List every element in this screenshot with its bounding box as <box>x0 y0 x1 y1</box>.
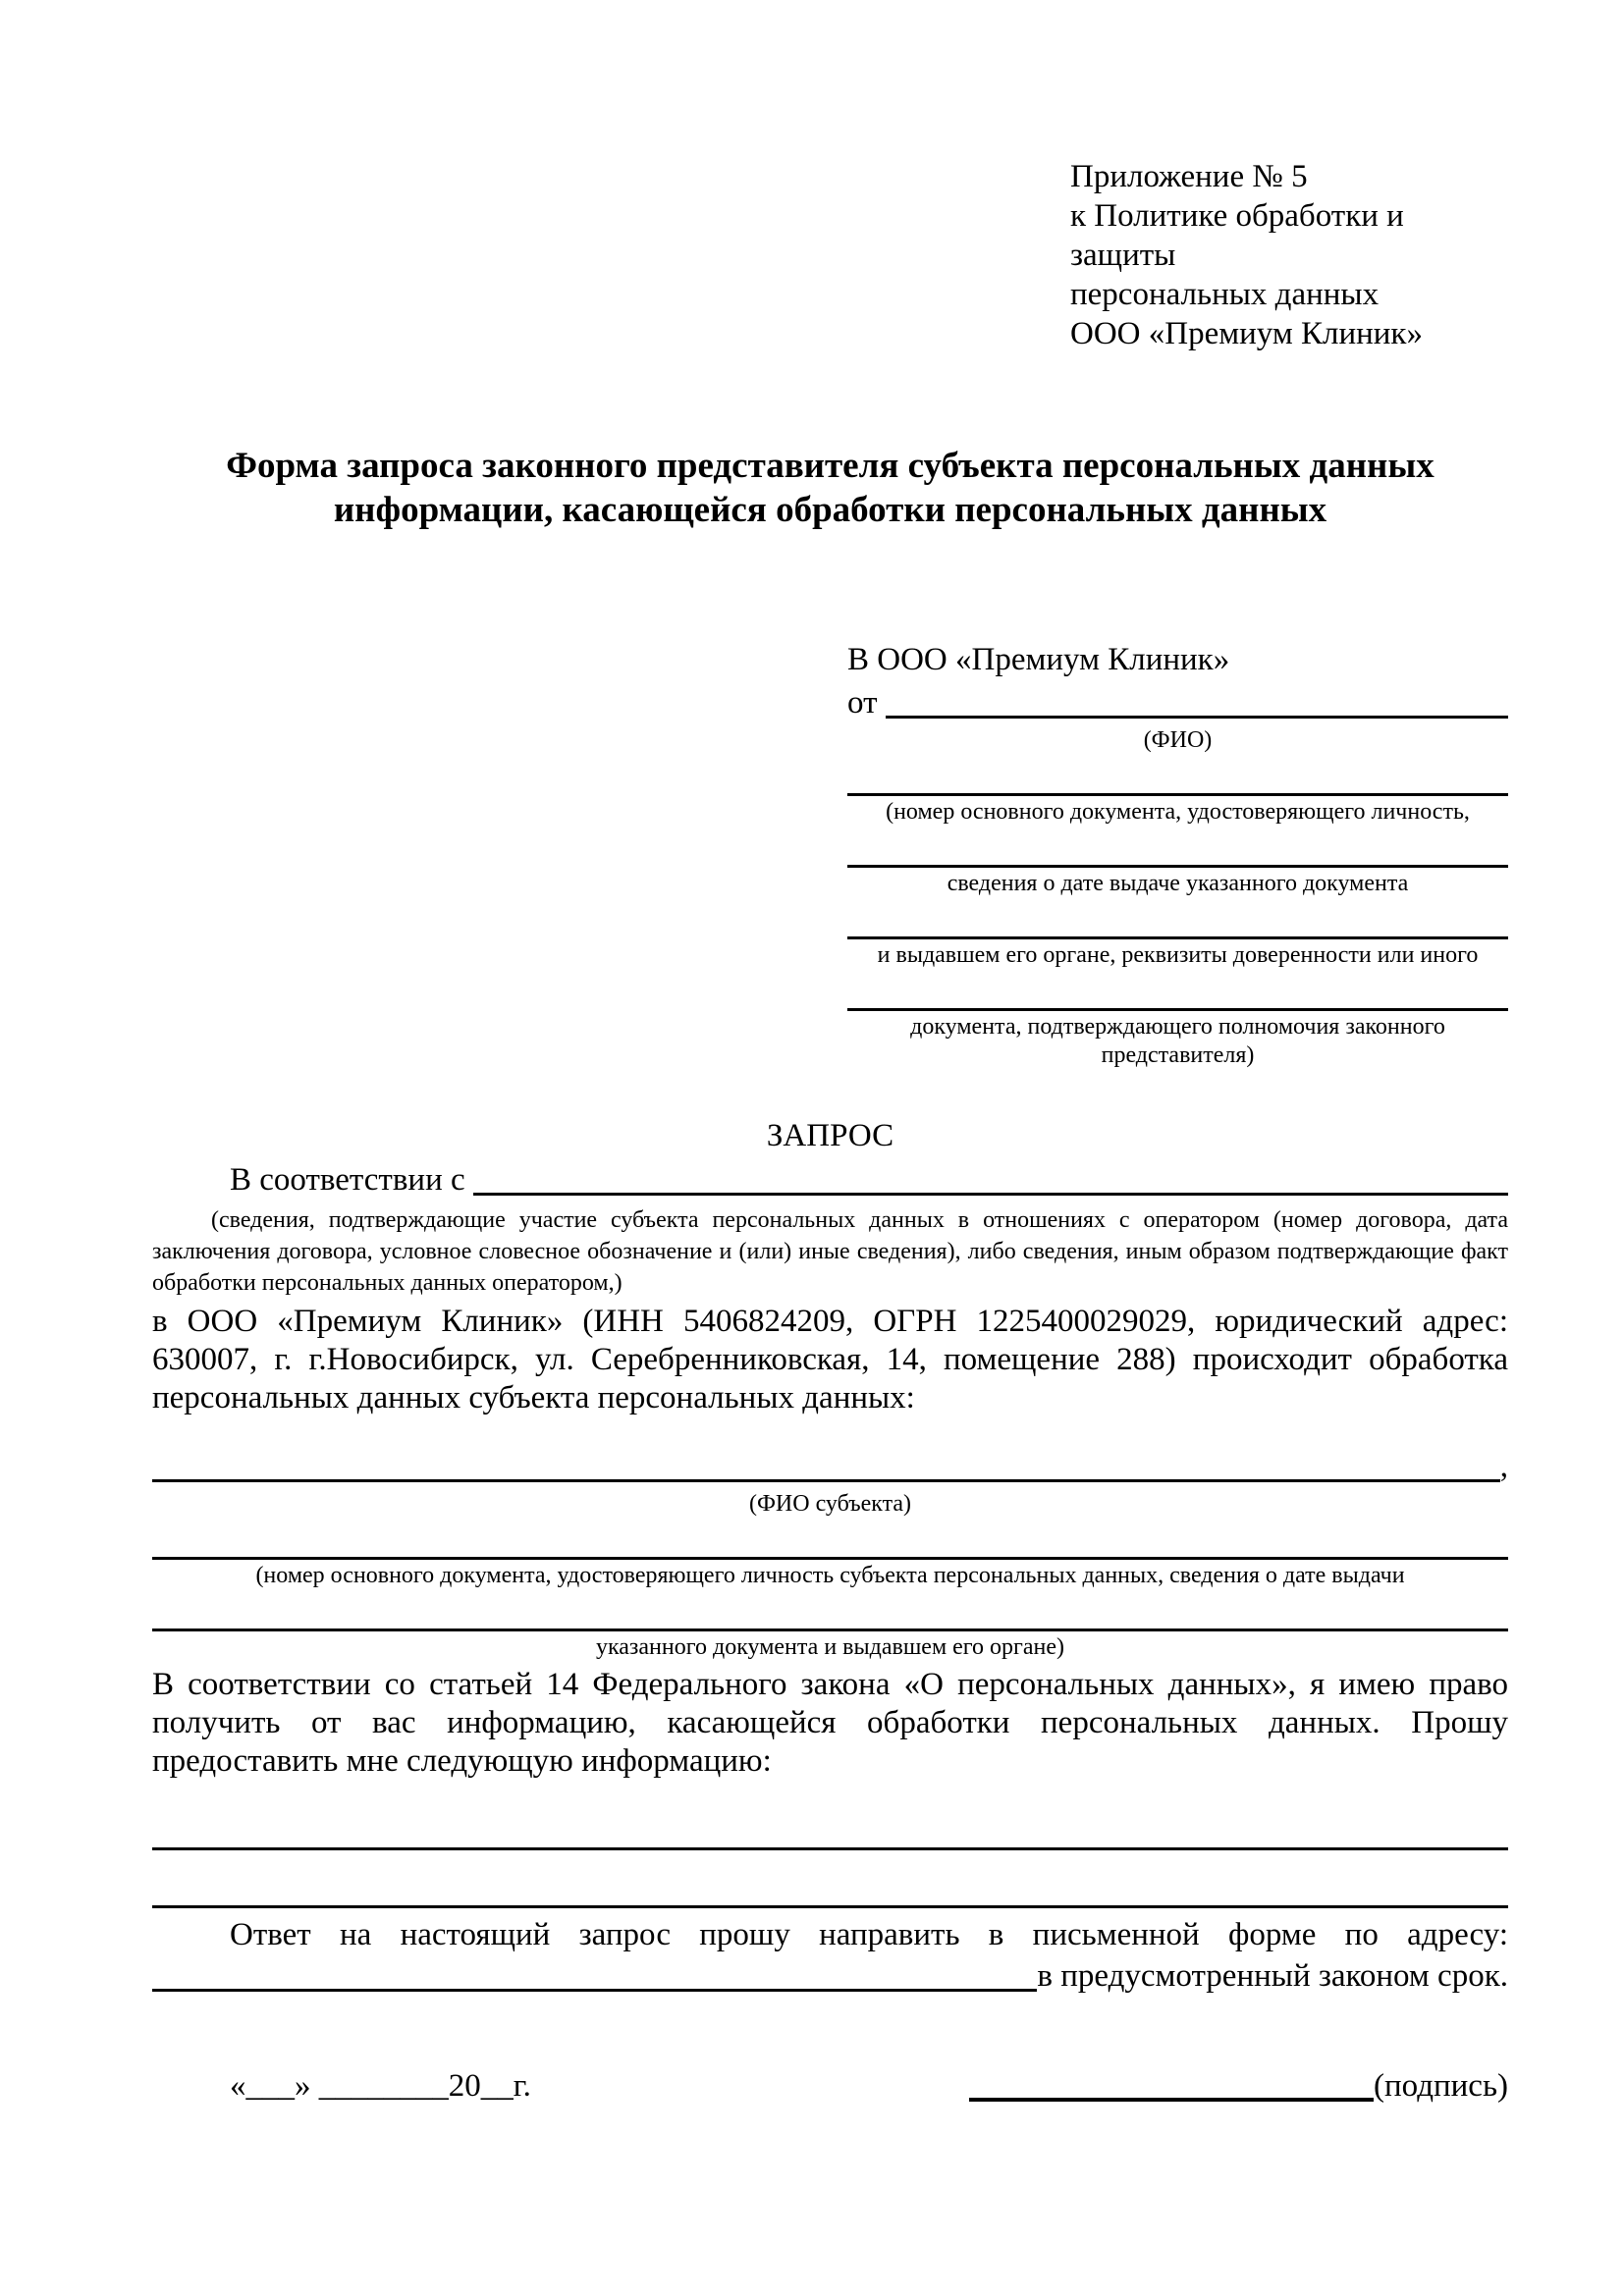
information-blank-1[interactable] <box>152 1781 1508 1850</box>
accordance-row <box>230 1158 1508 1201</box>
information-blank-2[interactable] <box>152 1850 1508 1908</box>
accordance-section <box>152 1158 1508 1201</box>
subject-fio-blank[interactable] <box>152 1479 1500 1482</box>
subject-doc-field-2 <box>152 1590 1508 1662</box>
law-paragraph: В соответствии со статьей 14 Федерального закона «О персональных данных», я имею право получить от вас информацию, касающейся обработки персональных данных. Прошу предоставить мне следующую информацию: <box>152 1667 1508 1779</box>
signature-part <box>969 2064 1508 2108</box>
header-line-1: Приложение № 5 <box>1070 159 1308 194</box>
operator-paragraph: в ООО «Премиум Клиник» (ИНН 5406824209, ОГРН 1225400029029, юридический адрес: 630007, г. г.Новосибирск, ул. Серебренниковская, 14, помещение 288) происходит обработка персональных данных субъекта персональных данных: <box>152 1304 1508 1415</box>
subject-doc-caption-1: (номер основного документа, удостоверяющего личность субъекта персональных данных, сведения о дате выдачи <box>255 1563 1405 1588</box>
representative-doc-blank-3[interactable] <box>847 898 1508 939</box>
date-blank[interactable]: «___» ________20__г. <box>230 2068 531 2104</box>
document-title: Форма запроса законного представителя субъекта персональных данных информации, касающейся обработки персональных данных <box>226 446 1435 530</box>
answer-address-blank[interactable] <box>152 1989 1037 1992</box>
addressee-block <box>847 638 1508 1070</box>
representative-doc-blank-2[interactable] <box>847 827 1508 868</box>
representative-doc-blank-1[interactable] <box>847 755 1508 796</box>
header-line-4: ООО «Премиум Клиник» <box>1070 316 1423 351</box>
representative-doc-caption-4: документа, подтверждающего полномочия законного представителя) <box>910 1014 1445 1068</box>
answer-paragraph: Ответ на настоящий запрос прошу направить в письменной форме по адресу: <box>230 1917 1508 1952</box>
date-signature-row <box>152 2064 1508 2108</box>
representative-doc-field-3 <box>847 898 1508 970</box>
subject-fio-caption: (ФИО субъекта) <box>748 1491 912 1517</box>
subject-doc-blank-1[interactable] <box>152 1519 1508 1560</box>
fio-caption: (ФИО) <box>1143 727 1213 753</box>
subject-doc-blank-2[interactable] <box>152 1590 1508 1631</box>
answer-address-row <box>152 1954 1508 1998</box>
accordance-blank[interactable] <box>473 1193 1508 1196</box>
subject-fio-row <box>152 1445 1508 1488</box>
subject-doc-field-1 <box>152 1519 1508 1590</box>
answer-tail: в предусмотренный законом срок. <box>1037 1958 1508 1994</box>
representative-doc-field-1 <box>847 755 1508 827</box>
representative-doc-caption-2: сведения о дате выдаче указанного документа <box>947 871 1409 896</box>
subject-doc-caption-2: указанного документа и выдавшем его органе) <box>595 1634 1065 1660</box>
accordance-caption: (сведения, подтверждающие участие субъекта персональных данных в отношениях с оператором (номер договора, дата заключения договора, условное словесное обозначение и (или) иные сведения), либо сведения, иным образом подтверждающие факт обработки персональных данных оператором,) <box>152 1207 1508 1296</box>
appendix-header <box>1070 157 1512 353</box>
representative-doc-caption-3: и выдавшем его органе, реквизиты доверенности или иного <box>877 942 1479 968</box>
header-line-3: персональных данных <box>1070 277 1380 312</box>
request-heading: ЗАПРОС <box>766 1118 894 1153</box>
representative-doc-caption-1: (номер основного документа, удостоверяющего личность, <box>886 799 1470 825</box>
from-row <box>847 681 1508 724</box>
subject-fio-comma: , <box>1499 1449 1508 1484</box>
representative-doc-field-4 <box>847 970 1508 1070</box>
addressee-org: В ООО «Премиум Клиник» <box>847 642 1230 677</box>
signature-caption: (подпись) <box>1374 2068 1508 2104</box>
header-line-2: к Политике обработки и защиты <box>1070 198 1404 273</box>
from-label: от <box>847 685 878 721</box>
representative-doc-field-2 <box>847 827 1508 898</box>
representative-fio-blank[interactable] <box>886 716 1509 719</box>
representative-doc-blank-4[interactable] <box>847 970 1508 1011</box>
signature-blank[interactable] <box>969 2098 1374 2102</box>
accordance-label: В соответствии с <box>230 1162 465 1198</box>
